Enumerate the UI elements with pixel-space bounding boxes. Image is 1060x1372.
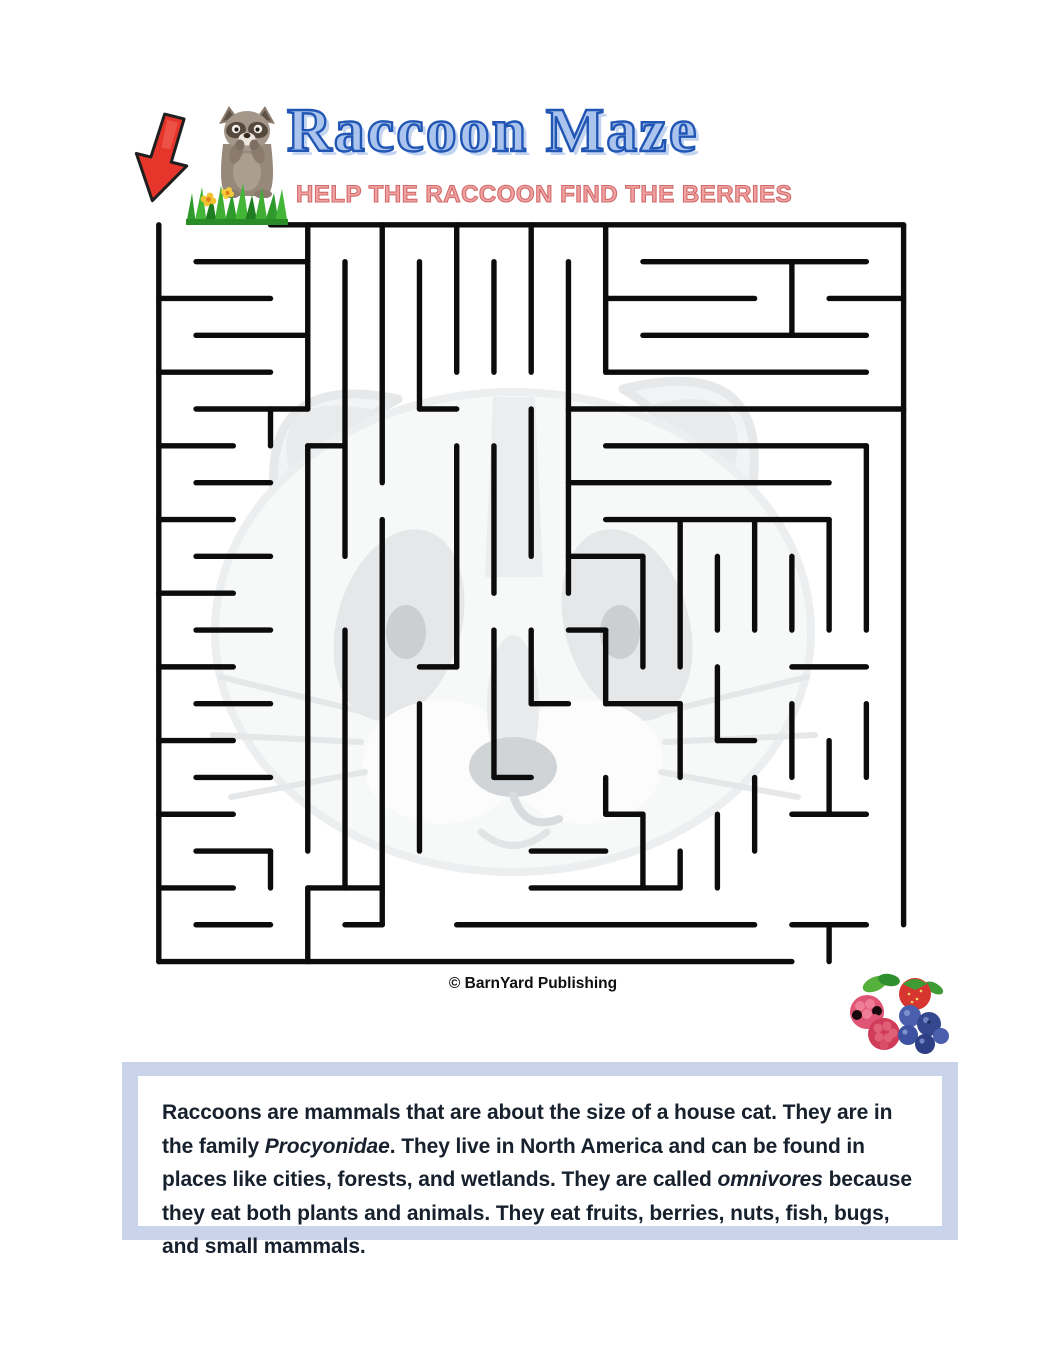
grass-icon bbox=[186, 183, 288, 225]
blueberry-icon bbox=[898, 1005, 949, 1054]
info-text: Raccoons are mammals that are about the size of a house cat. They are in the family Procyonidae. They live in North America and can be found in places like cities, forests, and wetlands. They are called omnivores because they eat both plants and animals. They eat fruits, berries, nuts, fish, bugs, and small mammals. bbox=[162, 1101, 912, 1259]
copyright-text: © BarnYard Publishing bbox=[448, 975, 618, 992]
maze[interactable] bbox=[156, 222, 910, 970]
page-subtitle: HELP THE RACCOON FIND THE BERRIES bbox=[296, 181, 793, 208]
berries-icon bbox=[841, 972, 951, 1060]
raspberry-icon bbox=[850, 995, 900, 1050]
info-box-inner bbox=[138, 1076, 942, 1259]
maze-svg bbox=[156, 222, 910, 970]
info-box bbox=[122, 1062, 958, 1259]
page-title: Raccoon Maze bbox=[287, 97, 699, 165]
flower-icon bbox=[201, 187, 234, 206]
